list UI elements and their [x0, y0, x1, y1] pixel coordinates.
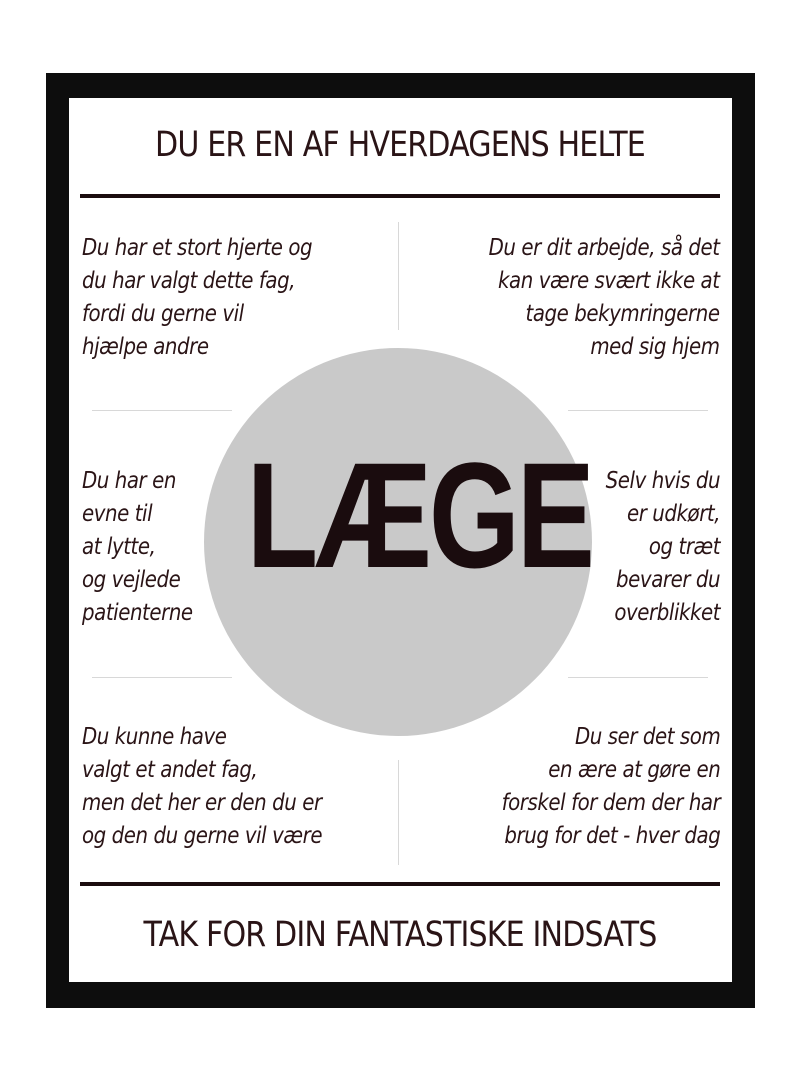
text-line: med sig hjem — [590, 334, 720, 360]
right-lower-divider — [568, 677, 708, 678]
text-line: en ære at gøre en — [547, 757, 720, 783]
top-headline: DU ER EN AF HVERDAGENS HELTE — [155, 125, 645, 165]
left-upper-divider — [92, 410, 232, 411]
text-line: hjælpe andre — [82, 334, 209, 360]
text-line: er udkørt, — [626, 501, 720, 527]
text-line: og vejlede — [82, 567, 181, 593]
text-line: Du har en — [82, 468, 176, 494]
text-line: Du har et stort hjerte og — [82, 235, 313, 261]
top-divider — [80, 194, 720, 198]
text-line: overblikket — [614, 600, 720, 626]
right-upper-divider — [568, 410, 708, 411]
bottom-divider — [80, 882, 720, 886]
text-block-bottom-left — [82, 721, 322, 853]
text-line: bevarer du — [615, 567, 720, 593]
text-line: brug for det - hver dag — [504, 823, 720, 849]
text-line: Du er dit arbejde, så det — [489, 235, 720, 261]
lower-vertical-divider — [398, 760, 399, 865]
text-line: Selv hvis du — [605, 468, 720, 494]
text-line: evne til — [82, 501, 153, 527]
text-block-middle-left — [82, 465, 193, 630]
text-block-top-right — [489, 232, 720, 364]
text-line: tage bekymringerne — [525, 301, 720, 327]
profession-title: LÆGE — [246, 431, 592, 599]
text-line: patienterne — [82, 600, 193, 626]
text-block-middle-right — [606, 465, 720, 630]
text-line: Du ser det som — [574, 724, 720, 750]
text-line: du har valgt dette fag, — [82, 268, 296, 294]
text-line: og den du gerne vil være — [82, 823, 323, 849]
text-line: forskel for dem der har — [501, 790, 720, 816]
text-line: valgt et andet fag, — [82, 757, 258, 783]
text-block-top-left — [82, 232, 312, 364]
text-line: men det her er den du er — [82, 790, 322, 816]
text-line: kan være svært ikke at — [498, 268, 720, 294]
bottom-headline: TAK FOR DIN FANTASTISKE INDSATS — [143, 915, 657, 955]
text-line: Du kunne have — [82, 724, 227, 750]
upper-vertical-divider — [398, 222, 399, 330]
text-line: og træt — [648, 534, 720, 560]
text-block-bottom-right — [501, 721, 720, 853]
text-line: at lytte, — [82, 534, 156, 560]
text-line: fordi du gerne vil — [82, 301, 244, 327]
left-lower-divider — [92, 677, 232, 678]
